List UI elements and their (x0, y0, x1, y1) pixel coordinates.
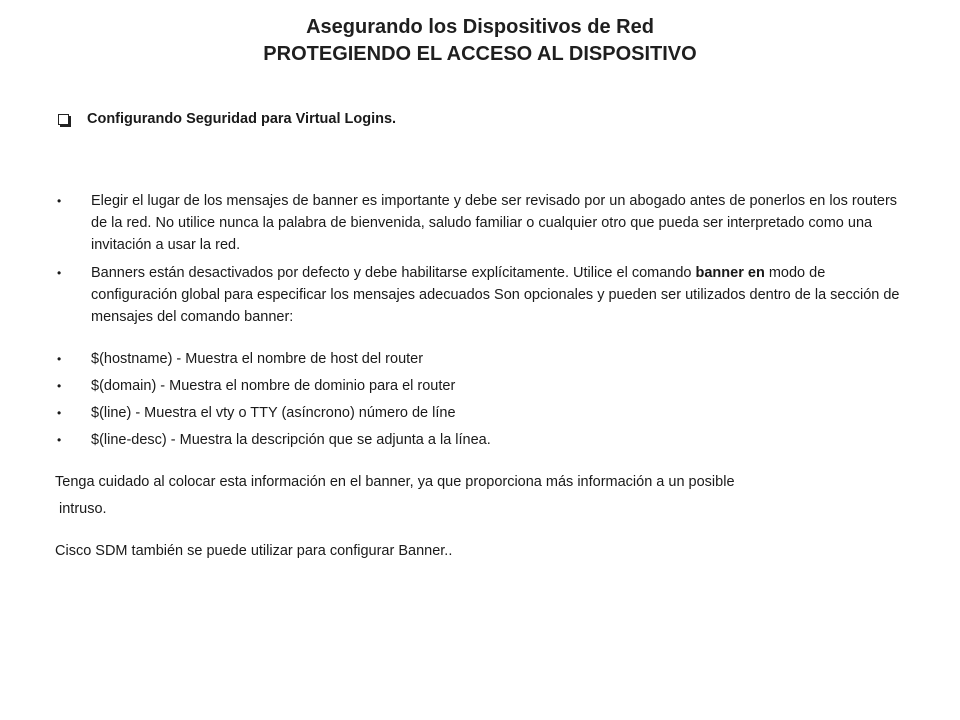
caution-paragraph-line1: Tenga cuidado al colocar esta información en el banner, ya que proporciona más información a un posible (55, 474, 735, 490)
section-heading (58, 111, 396, 127)
variable-line-desc: $(line-desc) - Muestra la descripción que se adjunta a la línea. (91, 432, 491, 448)
bullet-dot: • (57, 433, 62, 447)
variable-item (55, 375, 915, 397)
title-line-2: PROTEGIENDO EL ACCESO AL DISPOSITIVO (263, 43, 697, 65)
bullet-text-banner-command: banner en (695, 265, 765, 281)
variable-domain: $(domain) - Muestra el nombre de dominio para el router (91, 378, 456, 394)
bullet-dot: • (57, 266, 62, 280)
bullet-text-banner-pre: Banners están desactivados por defecto y debe habilitarse explícitamente. Utilice el comando (91, 265, 696, 281)
section-heading-text: Configurando Seguridad para Virtual Logins. (87, 111, 397, 127)
caution-paragraph-line2: intruso. (59, 501, 107, 517)
bullet-dot: • (57, 352, 62, 366)
variable-item (55, 348, 915, 370)
checkbox-bullet-icon (58, 114, 69, 125)
bullet-item (55, 262, 915, 328)
bullet-dot: • (57, 194, 62, 208)
variable-hostname: $(hostname) - Muestra el nombre de host del router (91, 351, 424, 367)
bullet-text-banner-post: modo de configuración global para especificar los mensajes adecuados Son opcionales y pueden ser utilizados dentro de la sección de mensajes del comando banner: (91, 265, 900, 325)
variable-line: $(line) - Muestra el vty o TTY (asíncrono) número de líne (91, 405, 456, 421)
sdm-note: Cisco SDM también se puede utilizar para configurar Banner.. (55, 543, 453, 559)
bullet-dot: • (57, 406, 62, 420)
slide-body (55, 190, 915, 562)
slide-title (0, 14, 960, 68)
bullet-dot: • (57, 379, 62, 393)
variable-item (55, 429, 915, 451)
title-line-1: Asegurando los Dispositivos de Red (306, 16, 654, 38)
bullet-text-banner-location: Elegir el lugar de los mensajes de banner es importante y debe ser revisado por un abogado antes de ponerlos en los routers de la red. No utilice nunca la palabra de bienvenida, saludo familiar o cualquier otro que pueda ser interpretado como una invitación a usar la red. (91, 193, 898, 253)
bullet-item (55, 190, 915, 256)
variable-item (55, 402, 915, 424)
